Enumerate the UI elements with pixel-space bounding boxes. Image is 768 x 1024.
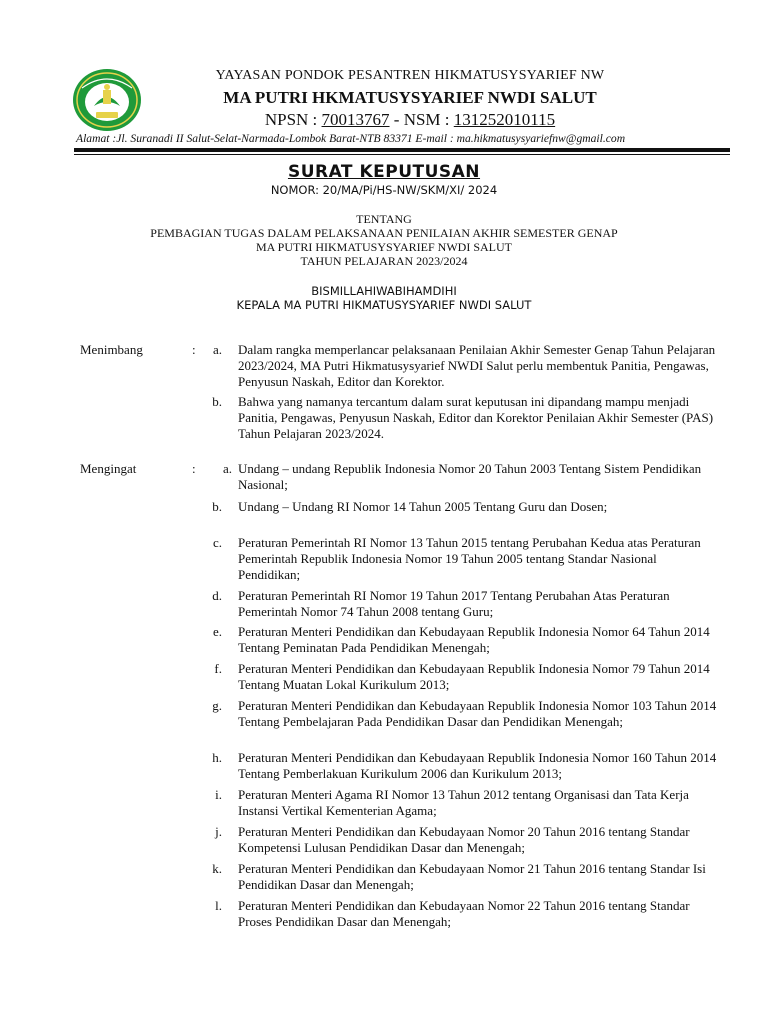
- school-crest-logo: [72, 68, 142, 132]
- school-address: Alamat :Jl. Suranadi II Salut-Selat-Narmada-Lombok Barat-NTB 83371 E-mail : ma.hikmatusysyariefnw@gmail.com: [76, 132, 626, 145]
- item-marker: b.: [212, 394, 222, 409]
- item-marker: i.: [215, 787, 222, 802]
- nsm-label: - NSM :: [389, 110, 454, 129]
- item-text: Peraturan Menteri Agama RI Nomor 13 Tahun 2012 tentang Organisasi dan Tata Kerja Instansi Vertikal Kementerian Agama;: [238, 787, 689, 819]
- school-name: MA PUTRI HKMATUSYSYARIEF NWDI SALUT: [223, 88, 597, 107]
- item-text: Peraturan Menteri Pendidikan dan Kebudayaan Republik Indonesia Nomor 79 Tahun 2014 Tentang Muatan Lokal Kurikulum 2013;: [238, 661, 710, 693]
- issuer-line: KEPALA MA PUTRI HIKMATUSYSYARIEF NWDI SALUT: [236, 298, 532, 312]
- item-marker: c.: [212, 535, 222, 550]
- item-text: Peraturan Menteri Pendidikan dan Kebudayaan Republik Indonesia Nomor 103 Tahun 2014 Tentang Pembelajaran Pada Pendidikan Dasar dan Pendidikan Menengah;: [238, 698, 717, 730]
- npsn-value: 70013767: [321, 110, 390, 129]
- item-text: Peraturan Menteri Pendidikan dan Kebudayaan Republik Indonesia Nomor 64 Tahun 2014 Tentang Peminatan Pada Pendidikan Menengah;: [238, 624, 710, 656]
- item-marker: b.: [212, 499, 222, 514]
- item-marker: e.: [212, 624, 222, 639]
- item-text: Peraturan Menteri Pendidikan dan Kebudayaan Nomor 20 Tahun 2016 tentang Standar Kompetensi Lulusan Pendidikan Dasar dan Menengah;: [238, 824, 690, 856]
- item-text: Dalam rangka memperlancar pelaksanaan Penilaian Akhir Semester Genap Tahun Pelajaran 2023/2024, MA Putri Hikmatusysyarief NWDI Salut perlu membentuk Panitia, Pengawas, Penyusun Naskah, Editor dan Korektor.: [238, 342, 716, 390]
- item-marker: l.: [215, 898, 222, 913]
- item-marker: k.: [212, 861, 222, 876]
- item-text: Peraturan Pemerintah RI Nomor 19 Tahun 2017 Tentang Perubahan Atas Peraturan Pemerintah Nomor 74 Tahun 2008 tentang Guru;: [238, 588, 670, 620]
- npsn-nsm-line: [140, 110, 680, 130]
- decree-title: SURAT KEPUTUSAN: [287, 162, 481, 182]
- tentang-label: TENTANG: [356, 212, 412, 226]
- subject-line-3: TAHUN PELAJARAN 2023/2024: [300, 254, 468, 268]
- menimbang-label: Menimbang: [80, 342, 143, 357]
- item-marker: h.: [212, 750, 222, 765]
- item-marker: a.: [222, 461, 232, 476]
- letterhead-divider-thin: [74, 154, 730, 155]
- mengingat-colon: :: [192, 461, 196, 476]
- menimbang-colon: :: [192, 342, 196, 357]
- item-text: Peraturan Menteri Pendidikan dan Kebudayaan Nomor 21 Tahun 2016 tentang Standar Isi Pendidikan Dasar dan Menengah;: [238, 861, 706, 893]
- item-text: Bahwa yang namanya tercantum dalam surat keputusan ini dipandang mampu menjadi Panitia, Pengawas, Penyusun Naskah, Editor dan Korektor Penilaian Akhir Semester (PAS) Tahun Pelajaran 2023/2024.: [238, 394, 714, 442]
- npsn-label: NPSN :: [264, 110, 322, 129]
- nsm-value: 131252010115: [453, 110, 556, 129]
- item-marker: g.: [212, 698, 222, 713]
- item-marker: a.: [212, 342, 222, 357]
- item-marker: f.: [214, 661, 222, 676]
- item-marker: d.: [212, 588, 222, 603]
- item-text: Undang – undang Republik Indonesia Nomor 20 Tahun 2003 Tentang Sistem Pendidikan Nasional;: [238, 461, 702, 493]
- decree-number: NOMOR: 20/MA/Pi/HS-NW/SKM/XI/ 2024: [270, 183, 498, 197]
- bismillah-line: BISMILLAHIWABIHAMDIHI: [311, 284, 457, 298]
- item-text: Peraturan Menteri Pendidikan dan Kebudayaan Republik Indonesia Nomor 160 Tahun 2014 Tentang Pemberlakuan Kurikulum 2006 dan Kurikulum 2013;: [238, 750, 717, 782]
- mengingat-label: Mengingat: [80, 461, 137, 476]
- item-text: Peraturan Pemerintah RI Nomor 13 Tahun 2015 tentang Perubahan Kedua atas Peraturan Pemerintah Republik Indonesia Nomor 19 Tahun 2005 tentang Standar Nasional Pendidikan;: [238, 535, 701, 583]
- item-text: Peraturan Menteri Pendidikan dan Kebudayaan Nomor 22 Tahun 2016 tentang Standar Proses Pendidikan Dasar dan Menengah;: [238, 898, 690, 930]
- foundation-name: YAYASAN PONDOK PESANTREN HIKMATUSYSYARIEF NW: [215, 68, 605, 83]
- item-text: Undang – Undang RI Nomor 14 Tahun 2005 Tentang Guru dan Dosen;: [238, 499, 608, 514]
- letterhead-divider-thick: [74, 148, 730, 152]
- subject-line-2: MA PUTRI HIKMATUSYSYARIEF NWDI SALUT: [255, 240, 512, 254]
- subject-line-1: PEMBAGIAN TUGAS DALAM PELAKSANAAN PENILAIAN AKHIR SEMESTER GENAP: [150, 226, 618, 240]
- item-marker: j.: [215, 824, 222, 839]
